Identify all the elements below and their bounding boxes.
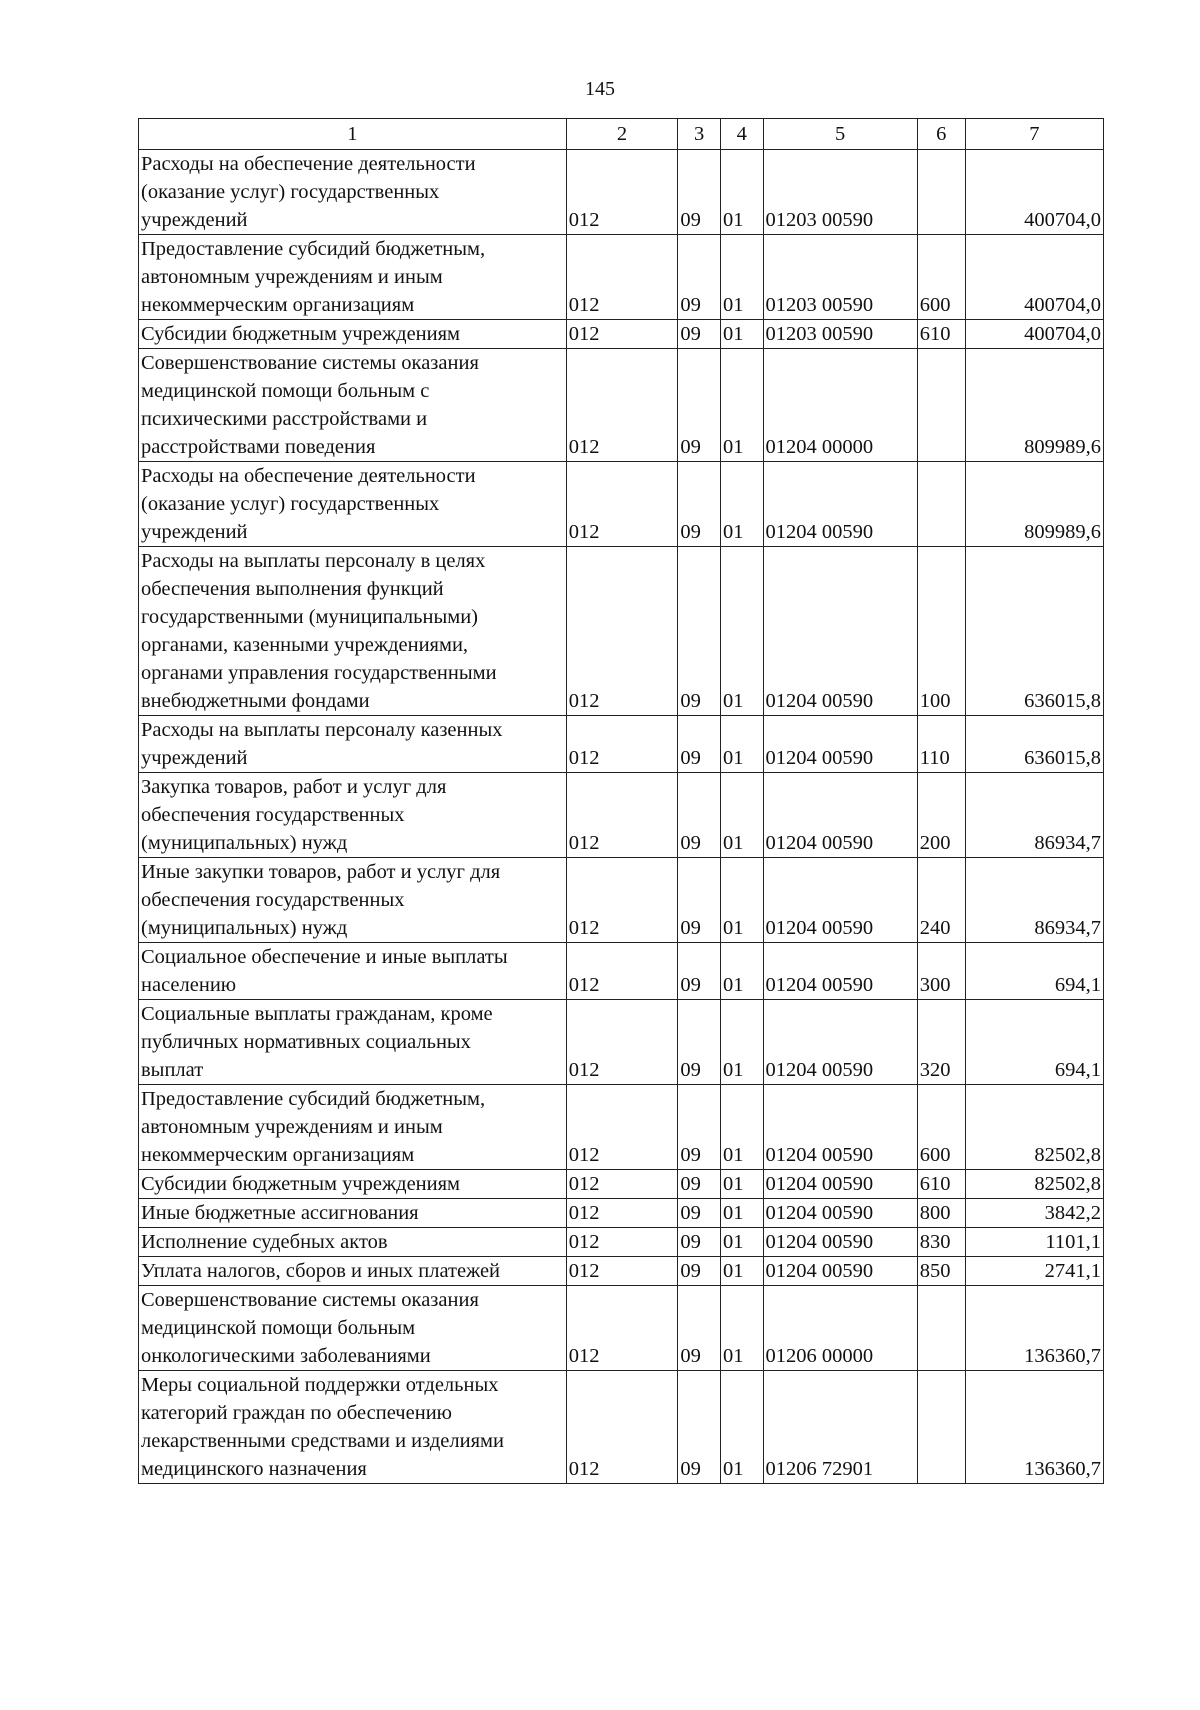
section-code-cell: 09: [678, 1257, 721, 1286]
target-article-cell: 01204 00590: [763, 1228, 917, 1257]
section-code-cell: 09: [678, 1085, 721, 1170]
item-name-cell: Уплата налогов, сборов и иных платежей: [139, 1257, 567, 1286]
amount-cell: 86934,7: [965, 773, 1103, 858]
table-row: [139, 320, 1104, 349]
target-article-cell: 01204 00590: [763, 1170, 917, 1199]
section-code-cell: 09: [678, 320, 721, 349]
subsection-code-cell: 01: [720, 547, 763, 716]
target-article-cell: 01204 00590: [763, 547, 917, 716]
expense-type-cell: 600: [917, 235, 965, 320]
ministry-code-cell: 012: [566, 858, 678, 943]
item-name-cell: Иные закупки товаров, работ и услуг для обеспечения государственных (муниципальных) нужд: [139, 858, 567, 943]
target-article-cell: 01206 00000: [763, 1286, 917, 1371]
amount-cell: 694,1: [965, 943, 1103, 1000]
target-article-cell: 01204 00590: [763, 1085, 917, 1170]
column-header: 7: [965, 119, 1103, 150]
column-header: 3: [678, 119, 721, 150]
subsection-code-cell: 01: [720, 1000, 763, 1085]
table-row: [139, 858, 1104, 943]
amount-cell: 86934,7: [965, 858, 1103, 943]
target-article-cell: 01204 00590: [763, 1000, 917, 1085]
expense-type-cell: 200: [917, 773, 965, 858]
section-code-cell: 09: [678, 349, 721, 462]
ministry-code-cell: 012: [566, 1228, 678, 1257]
column-header: 2: [566, 119, 678, 150]
amount-cell: 136360,7: [965, 1286, 1103, 1371]
table-row: [139, 349, 1104, 462]
amount-cell: 82502,8: [965, 1170, 1103, 1199]
ministry-code-cell: 012: [566, 349, 678, 462]
subsection-code-cell: 01: [720, 1286, 763, 1371]
subsection-code-cell: 01: [720, 320, 763, 349]
expense-type-cell: 800: [917, 1199, 965, 1228]
ministry-code-cell: 012: [566, 1286, 678, 1371]
expense-type-cell: 110: [917, 716, 965, 773]
item-name-cell: Социальное обеспечение и иные выплаты населению: [139, 943, 567, 1000]
table-row: [139, 716, 1104, 773]
subsection-code-cell: 01: [720, 235, 763, 320]
column-header: 6: [917, 119, 965, 150]
ministry-code-cell: 012: [566, 1000, 678, 1085]
item-name-cell: Расходы на обеспечение деятельности (оказание услуг) государственных учреждений: [139, 150, 567, 235]
table-row: [139, 1257, 1104, 1286]
ministry-code-cell: 012: [566, 1257, 678, 1286]
target-article-cell: 01206 72901: [763, 1371, 917, 1484]
amount-cell: 694,1: [965, 1000, 1103, 1085]
page-number: 145: [585, 78, 615, 100]
subsection-code-cell: 01: [720, 1371, 763, 1484]
subsection-code-cell: 01: [720, 349, 763, 462]
section-code-cell: 09: [678, 943, 721, 1000]
expense-type-cell: [917, 462, 965, 547]
section-code-cell: 09: [678, 858, 721, 943]
ministry-code-cell: 012: [566, 1170, 678, 1199]
subsection-code-cell: 01: [720, 943, 763, 1000]
expense-type-cell: 610: [917, 320, 965, 349]
item-name-cell: Исполнение судебных актов: [139, 1228, 567, 1257]
ministry-code-cell: 012: [566, 1371, 678, 1484]
amount-cell: 400704,0: [965, 150, 1103, 235]
target-article-cell: 01203 00590: [763, 150, 917, 235]
item-name-cell: Расходы на обеспечение деятельности (оказание услуг) государственных учреждений: [139, 462, 567, 547]
expense-type-cell: 600: [917, 1085, 965, 1170]
table-row: [139, 1170, 1104, 1199]
item-name-cell: Субсидии бюджетным учреждениям: [139, 320, 567, 349]
ministry-code-cell: 012: [566, 320, 678, 349]
target-article-cell: 01204 00590: [763, 773, 917, 858]
subsection-code-cell: 01: [720, 716, 763, 773]
amount-cell: 1101,1: [965, 1228, 1103, 1257]
item-name-cell: Субсидии бюджетным учреждениям: [139, 1170, 567, 1199]
subsection-code-cell: 01: [720, 462, 763, 547]
section-code-cell: 09: [678, 150, 721, 235]
target-article-cell: 01204 00590: [763, 1199, 917, 1228]
table-row: [139, 462, 1104, 547]
expense-type-cell: 610: [917, 1170, 965, 1199]
subsection-code-cell: 01: [720, 150, 763, 235]
column-header: 4: [720, 119, 763, 150]
column-header: 1: [139, 119, 567, 150]
amount-cell: 809989,6: [965, 462, 1103, 547]
ministry-code-cell: 012: [566, 547, 678, 716]
target-article-cell: 01204 00590: [763, 858, 917, 943]
target-article-cell: 01204 00590: [763, 943, 917, 1000]
target-article-cell: 01203 00590: [763, 235, 917, 320]
table-row: [139, 1286, 1104, 1371]
expense-type-cell: [917, 349, 965, 462]
amount-cell: 636015,8: [965, 547, 1103, 716]
subsection-code-cell: 01: [720, 773, 763, 858]
target-article-cell: 01204 00590: [763, 462, 917, 547]
column-header: 5: [763, 119, 917, 150]
subsection-code-cell: 01: [720, 1170, 763, 1199]
budget-table: [138, 118, 1104, 1484]
expense-type-cell: 240: [917, 858, 965, 943]
section-code-cell: 09: [678, 1199, 721, 1228]
table-row: [139, 1199, 1104, 1228]
ministry-code-cell: 012: [566, 716, 678, 773]
expense-type-cell: [917, 1286, 965, 1371]
expense-type-cell: [917, 150, 965, 235]
subsection-code-cell: 01: [720, 1199, 763, 1228]
table-row: [139, 547, 1104, 716]
subsection-code-cell: 01: [720, 858, 763, 943]
item-name-cell: Социальные выплаты гражданам, кроме публичных нормативных социальных выплат: [139, 1000, 567, 1085]
item-name-cell: Иные бюджетные ассигнования: [139, 1199, 567, 1228]
table-row: [139, 150, 1104, 235]
ministry-code-cell: 012: [566, 235, 678, 320]
ministry-code-cell: 012: [566, 773, 678, 858]
amount-cell: 2741,1: [965, 1257, 1103, 1286]
ministry-code-cell: 012: [566, 1199, 678, 1228]
table-row: [139, 943, 1104, 1000]
table-row: [139, 1371, 1104, 1484]
subsection-code-cell: 01: [720, 1257, 763, 1286]
ministry-code-cell: 012: [566, 150, 678, 235]
expense-type-cell: [917, 1371, 965, 1484]
amount-cell: 809989,6: [965, 349, 1103, 462]
item-name-cell: Предоставление субсидий бюджетным, автономным учреждениям и иным некоммерческим организациям: [139, 1085, 567, 1170]
item-name-cell: Меры социальной поддержки отдельных категорий граждан по обеспечению лекарственными средствами и изделиями медицинского назначения: [139, 1371, 567, 1484]
item-name-cell: Совершенствование системы оказания медицинской помощи больным с психическими расстройствами и расстройствами поведения: [139, 349, 567, 462]
section-code-cell: 09: [678, 235, 721, 320]
table-row: [139, 1085, 1104, 1170]
section-code-cell: 09: [678, 462, 721, 547]
subsection-code-cell: 01: [720, 1085, 763, 1170]
amount-cell: 3842,2: [965, 1199, 1103, 1228]
expense-type-cell: 850: [917, 1257, 965, 1286]
target-article-cell: 01204 00590: [763, 1257, 917, 1286]
section-code-cell: 09: [678, 773, 721, 858]
section-code-cell: 09: [678, 1286, 721, 1371]
item-name-cell: Совершенствование системы оказания медицинской помощи больным онкологическими заболеваниями: [139, 1286, 567, 1371]
item-name-cell: Закупка товаров, работ и услуг для обеспечения государственных (муниципальных) нужд: [139, 773, 567, 858]
table-row: [139, 235, 1104, 320]
target-article-cell: 01204 00590: [763, 716, 917, 773]
section-code-cell: 09: [678, 716, 721, 773]
expense-type-cell: 100: [917, 547, 965, 716]
amount-cell: 82502,8: [965, 1085, 1103, 1170]
table-body: [139, 150, 1104, 1484]
amount-cell: 400704,0: [965, 320, 1103, 349]
item-name-cell: Расходы на выплаты персоналу в целях обеспечения выполнения функций государственными (муниципальными) органами, казенными учреждениями, органами управления государственными внебюджетными фондами: [139, 547, 567, 716]
column-number-row: [139, 119, 1104, 150]
ministry-code-cell: 012: [566, 1085, 678, 1170]
subsection-code-cell: 01: [720, 1228, 763, 1257]
section-code-cell: 09: [678, 1000, 721, 1085]
table-row: [139, 773, 1104, 858]
section-code-cell: 09: [678, 1228, 721, 1257]
table-row: [139, 1000, 1104, 1085]
amount-cell: 636015,8: [965, 716, 1103, 773]
item-name-cell: Расходы на выплаты персоналу казенных учреждений: [139, 716, 567, 773]
target-article-cell: 01203 00590: [763, 320, 917, 349]
ministry-code-cell: 012: [566, 462, 678, 547]
expense-type-cell: 830: [917, 1228, 965, 1257]
amount-cell: 136360,7: [965, 1371, 1103, 1484]
amount-cell: 400704,0: [965, 235, 1103, 320]
expense-type-cell: 300: [917, 943, 965, 1000]
section-code-cell: 09: [678, 1371, 721, 1484]
ministry-code-cell: 012: [566, 943, 678, 1000]
target-article-cell: 01204 00000: [763, 349, 917, 462]
expense-type-cell: 320: [917, 1000, 965, 1085]
item-name-cell: Предоставление субсидий бюджетным, автономным учреждениям и иным некоммерческим организациям: [139, 235, 567, 320]
section-code-cell: 09: [678, 547, 721, 716]
section-code-cell: 09: [678, 1170, 721, 1199]
table-row: [139, 1228, 1104, 1257]
